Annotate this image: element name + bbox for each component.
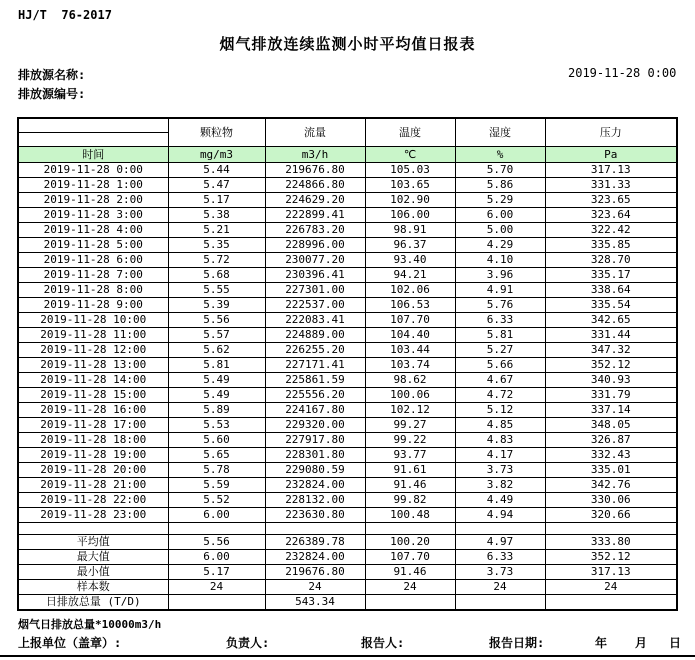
- value-cell: 5.47: [168, 178, 265, 193]
- time-cell: 2019-11-28 6:00: [18, 253, 168, 268]
- table-row: [18, 313, 677, 328]
- table-row: [18, 508, 677, 523]
- time-cell: 2019-11-28 4:00: [18, 223, 168, 238]
- summary-value-cell: 107.70: [365, 550, 455, 565]
- table-row: [18, 268, 677, 283]
- table-row: [18, 358, 677, 373]
- table-row: [18, 343, 677, 358]
- summary-value-cell: 24: [168, 580, 265, 595]
- time-cell: 2019-11-28 16:00: [18, 403, 168, 418]
- summary-value-cell: 4.97: [455, 535, 545, 550]
- value-cell: 105.03: [365, 163, 455, 178]
- report-unit-label: 上报单位（盖章）:: [18, 636, 122, 650]
- spacer-cell: [265, 523, 365, 535]
- bottom-rule: [0, 655, 695, 657]
- summary-row: [18, 565, 677, 580]
- unit-cell: ℃: [365, 147, 455, 163]
- value-cell: 224866.80: [265, 178, 365, 193]
- spacer-cell: [545, 523, 677, 535]
- column-header: 温度: [365, 118, 455, 147]
- time-header-spacer-top: [18, 118, 168, 133]
- value-cell: 335.54: [545, 298, 677, 313]
- report-date-label: 报告日期:: [489, 636, 545, 650]
- value-cell: 228301.80: [265, 448, 365, 463]
- spacer-cell: [455, 523, 545, 535]
- column-header: 颗粒物: [168, 118, 265, 147]
- summary-value-cell: 24: [545, 580, 677, 595]
- value-cell: 5.38: [168, 208, 265, 223]
- value-cell: 5.21: [168, 223, 265, 238]
- value-cell: 224629.20: [265, 193, 365, 208]
- value-cell: 103.44: [365, 343, 455, 358]
- value-cell: 5.66: [455, 358, 545, 373]
- value-cell: 5.56: [168, 313, 265, 328]
- unit-cell: Pa: [545, 147, 677, 163]
- time-cell: 2019-11-28 13:00: [18, 358, 168, 373]
- value-cell: 3.73: [455, 463, 545, 478]
- value-cell: 100.48: [365, 508, 455, 523]
- value-cell: 323.64: [545, 208, 677, 223]
- spacer-cell: [168, 523, 265, 535]
- value-cell: 326.87: [545, 433, 677, 448]
- table-row: [18, 178, 677, 193]
- table-row: [18, 208, 677, 223]
- time-header-cell: 时间: [18, 147, 168, 163]
- value-cell: 337.14: [545, 403, 677, 418]
- value-cell: 230396.41: [265, 268, 365, 283]
- value-cell: 224167.80: [265, 403, 365, 418]
- summary-value-cell: 91.46: [365, 565, 455, 580]
- value-cell: 5.76: [455, 298, 545, 313]
- time-cell: 2019-11-28 12:00: [18, 343, 168, 358]
- source-name-label: 排放源名称:: [18, 68, 86, 82]
- value-cell: 5.57: [168, 328, 265, 343]
- spacer-cell: [365, 523, 455, 535]
- value-cell: 6.33: [455, 313, 545, 328]
- value-cell: 320.66: [545, 508, 677, 523]
- value-cell: 5.35: [168, 238, 265, 253]
- table-row: [18, 433, 677, 448]
- value-cell: 91.46: [365, 478, 455, 493]
- reporter-label: 报告人:: [361, 636, 405, 650]
- value-cell: 5.53: [168, 418, 265, 433]
- table-row: [18, 223, 677, 238]
- value-cell: 6.00: [168, 508, 265, 523]
- value-cell: 227171.41: [265, 358, 365, 373]
- value-cell: 5.39: [168, 298, 265, 313]
- time-header-spacer-bottom: [18, 133, 168, 147]
- value-cell: 4.83: [455, 433, 545, 448]
- value-cell: 5.60: [168, 433, 265, 448]
- value-cell: 6.00: [455, 208, 545, 223]
- value-cell: 232824.00: [265, 478, 365, 493]
- value-cell: 225861.59: [265, 373, 365, 388]
- value-cell: 228996.00: [265, 238, 365, 253]
- report-table: [17, 117, 678, 611]
- value-cell: 5.81: [455, 328, 545, 343]
- value-cell: 5.00: [455, 223, 545, 238]
- time-cell: 2019-11-28 19:00: [18, 448, 168, 463]
- value-cell: 5.49: [168, 373, 265, 388]
- summary-value-cell: 543.34: [265, 595, 365, 611]
- summary-value-cell: 5.56: [168, 535, 265, 550]
- value-cell: 91.61: [365, 463, 455, 478]
- summary-value-cell: [365, 595, 455, 611]
- value-cell: 348.05: [545, 418, 677, 433]
- value-cell: 96.37: [365, 238, 455, 253]
- table-row: [18, 403, 677, 418]
- day-label: 日: [669, 636, 682, 650]
- value-cell: 5.52: [168, 493, 265, 508]
- value-cell: 219676.80: [265, 163, 365, 178]
- table-row: [18, 283, 677, 298]
- table-row: [18, 163, 677, 178]
- value-cell: 94.21: [365, 268, 455, 283]
- time-cell: 2019-11-28 7:00: [18, 268, 168, 283]
- time-cell: 2019-11-28 10:00: [18, 313, 168, 328]
- table-row: [18, 373, 677, 388]
- summary-row: [18, 535, 677, 550]
- table-row: [18, 193, 677, 208]
- time-cell: 2019-11-28 21:00: [18, 478, 168, 493]
- time-cell: 2019-11-28 9:00: [18, 298, 168, 313]
- value-cell: 5.49: [168, 388, 265, 403]
- value-cell: 335.01: [545, 463, 677, 478]
- value-cell: 342.76: [545, 478, 677, 493]
- value-cell: 103.65: [365, 178, 455, 193]
- table-body: [18, 163, 677, 611]
- value-cell: 5.70: [455, 163, 545, 178]
- spacer-cell: [18, 523, 168, 535]
- value-cell: 352.12: [545, 358, 677, 373]
- page-title: 烟气排放连续监测小时平均值日报表: [219, 35, 476, 53]
- summary-value-cell: 100.20: [365, 535, 455, 550]
- summary-label: 平均值: [18, 535, 168, 550]
- source-code-label: 排放源编号:: [18, 87, 86, 101]
- table-row: [18, 448, 677, 463]
- summary-value-cell: 333.80: [545, 535, 677, 550]
- value-cell: 99.82: [365, 493, 455, 508]
- summary-value-cell: 24: [455, 580, 545, 595]
- table-row: [18, 493, 677, 508]
- value-cell: 5.12: [455, 403, 545, 418]
- report-datetime: 2019-11-28 0:00: [568, 66, 677, 80]
- time-cell: 2019-11-28 5:00: [18, 238, 168, 253]
- month-label: 月: [635, 636, 648, 650]
- table-row: [18, 238, 677, 253]
- header-row-top: [18, 118, 677, 133]
- value-cell: 225556.20: [265, 388, 365, 403]
- summary-value-cell: 24: [365, 580, 455, 595]
- spacer-row: [18, 523, 677, 535]
- summary-row: [18, 550, 677, 565]
- value-cell: 228132.00: [265, 493, 365, 508]
- summary-value-cell: 317.13: [545, 565, 677, 580]
- summary-value-cell: [168, 595, 265, 611]
- table-row: [18, 388, 677, 403]
- value-cell: 322.42: [545, 223, 677, 238]
- value-cell: 5.86: [455, 178, 545, 193]
- year-label: 年: [595, 636, 608, 650]
- table-row: [18, 478, 677, 493]
- value-cell: 5.29: [455, 193, 545, 208]
- value-cell: 5.55: [168, 283, 265, 298]
- value-cell: 226255.20: [265, 343, 365, 358]
- summary-row: [18, 595, 677, 611]
- time-cell: 2019-11-28 11:00: [18, 328, 168, 343]
- value-cell: 4.10: [455, 253, 545, 268]
- unit-cell: mg/m3: [168, 147, 265, 163]
- time-cell: 2019-11-28 3:00: [18, 208, 168, 223]
- summary-value-cell: 24: [265, 580, 365, 595]
- value-cell: 328.70: [545, 253, 677, 268]
- value-cell: 331.44: [545, 328, 677, 343]
- value-cell: 4.72: [455, 388, 545, 403]
- value-cell: 335.17: [545, 268, 677, 283]
- standard-number: HJ/T 76-2017: [18, 8, 112, 22]
- value-cell: 222899.41: [265, 208, 365, 223]
- summary-value-cell: 6.00: [168, 550, 265, 565]
- value-cell: 222083.41: [265, 313, 365, 328]
- value-cell: 5.62: [168, 343, 265, 358]
- value-cell: 4.94: [455, 508, 545, 523]
- summary-label: 日排放总量 (T/D): [18, 595, 168, 611]
- value-cell: 224889.00: [265, 328, 365, 343]
- value-cell: 102.90: [365, 193, 455, 208]
- value-cell: 331.79: [545, 388, 677, 403]
- value-cell: 93.77: [365, 448, 455, 463]
- value-cell: 106.53: [365, 298, 455, 313]
- value-cell: 106.00: [365, 208, 455, 223]
- time-cell: 2019-11-28 0:00: [18, 163, 168, 178]
- summary-value-cell: 5.17: [168, 565, 265, 580]
- time-cell: 2019-11-28 15:00: [18, 388, 168, 403]
- time-cell: 2019-11-28 22:00: [18, 493, 168, 508]
- summary-label: 样本数: [18, 580, 168, 595]
- time-cell: 2019-11-28 8:00: [18, 283, 168, 298]
- value-cell: 3.82: [455, 478, 545, 493]
- value-cell: 5.59: [168, 478, 265, 493]
- summary-value-cell: 226389.78: [265, 535, 365, 550]
- value-cell: 4.29: [455, 238, 545, 253]
- summary-label: 最小值: [18, 565, 168, 580]
- value-cell: 223630.80: [265, 508, 365, 523]
- value-cell: 342.65: [545, 313, 677, 328]
- time-cell: 2019-11-28 2:00: [18, 193, 168, 208]
- value-cell: 229320.00: [265, 418, 365, 433]
- time-cell: 2019-11-28 18:00: [18, 433, 168, 448]
- value-cell: 102.12: [365, 403, 455, 418]
- time-cell: 2019-11-28 1:00: [18, 178, 168, 193]
- unit-cell: %: [455, 147, 545, 163]
- value-cell: 5.78: [168, 463, 265, 478]
- summary-value-cell: 352.12: [545, 550, 677, 565]
- value-cell: 3.96: [455, 268, 545, 283]
- value-cell: 103.74: [365, 358, 455, 373]
- value-cell: 5.81: [168, 358, 265, 373]
- unit-cell: m3/h: [265, 147, 365, 163]
- value-cell: 102.06: [365, 283, 455, 298]
- value-cell: 330.06: [545, 493, 677, 508]
- column-header: 湿度: [455, 118, 545, 147]
- responsible-label: 负责人:: [226, 636, 270, 650]
- summary-label: 最大值: [18, 550, 168, 565]
- value-cell: 4.91: [455, 283, 545, 298]
- summary-value-cell: 3.73: [455, 565, 545, 580]
- table-row: [18, 328, 677, 343]
- value-cell: 5.72: [168, 253, 265, 268]
- value-cell: 5.17: [168, 193, 265, 208]
- value-cell: 98.91: [365, 223, 455, 238]
- header-row-units: [18, 147, 677, 163]
- summary-value-cell: [545, 595, 677, 611]
- column-header: 压力: [545, 118, 677, 147]
- value-cell: 323.65: [545, 193, 677, 208]
- value-cell: 227917.80: [265, 433, 365, 448]
- value-cell: 99.27: [365, 418, 455, 433]
- value-cell: 104.40: [365, 328, 455, 343]
- value-cell: 317.13: [545, 163, 677, 178]
- value-cell: 5.68: [168, 268, 265, 283]
- value-cell: 227301.00: [265, 283, 365, 298]
- value-cell: 230077.20: [265, 253, 365, 268]
- time-cell: 2019-11-28 20:00: [18, 463, 168, 478]
- value-cell: 93.40: [365, 253, 455, 268]
- table-row: [18, 418, 677, 433]
- total-note: 烟气日排放总量*10000m3/h: [18, 618, 162, 631]
- value-cell: 335.85: [545, 238, 677, 253]
- value-cell: 5.89: [168, 403, 265, 418]
- value-cell: 4.17: [455, 448, 545, 463]
- value-cell: 332.43: [545, 448, 677, 463]
- value-cell: 98.62: [365, 373, 455, 388]
- value-cell: 229080.59: [265, 463, 365, 478]
- column-header: 流量: [265, 118, 365, 147]
- value-cell: 347.32: [545, 343, 677, 358]
- summary-row: [18, 580, 677, 595]
- time-cell: 2019-11-28 14:00: [18, 373, 168, 388]
- value-cell: 99.22: [365, 433, 455, 448]
- summary-value-cell: 232824.00: [265, 550, 365, 565]
- value-cell: 100.06: [365, 388, 455, 403]
- value-cell: 331.33: [545, 178, 677, 193]
- value-cell: 222537.00: [265, 298, 365, 313]
- summary-value-cell: 6.33: [455, 550, 545, 565]
- time-cell: 2019-11-28 23:00: [18, 508, 168, 523]
- table-row: [18, 253, 677, 268]
- table-row: [18, 298, 677, 313]
- value-cell: 340.93: [545, 373, 677, 388]
- value-cell: 4.67: [455, 373, 545, 388]
- value-cell: 5.27: [455, 343, 545, 358]
- summary-value-cell: 219676.80: [265, 565, 365, 580]
- value-cell: 5.44: [168, 163, 265, 178]
- value-cell: 4.49: [455, 493, 545, 508]
- value-cell: 107.70: [365, 313, 455, 328]
- value-cell: 338.64: [545, 283, 677, 298]
- time-cell: 2019-11-28 17:00: [18, 418, 168, 433]
- summary-value-cell: [455, 595, 545, 611]
- table-row: [18, 463, 677, 478]
- value-cell: 5.65: [168, 448, 265, 463]
- value-cell: 226783.20: [265, 223, 365, 238]
- value-cell: 4.85: [455, 418, 545, 433]
